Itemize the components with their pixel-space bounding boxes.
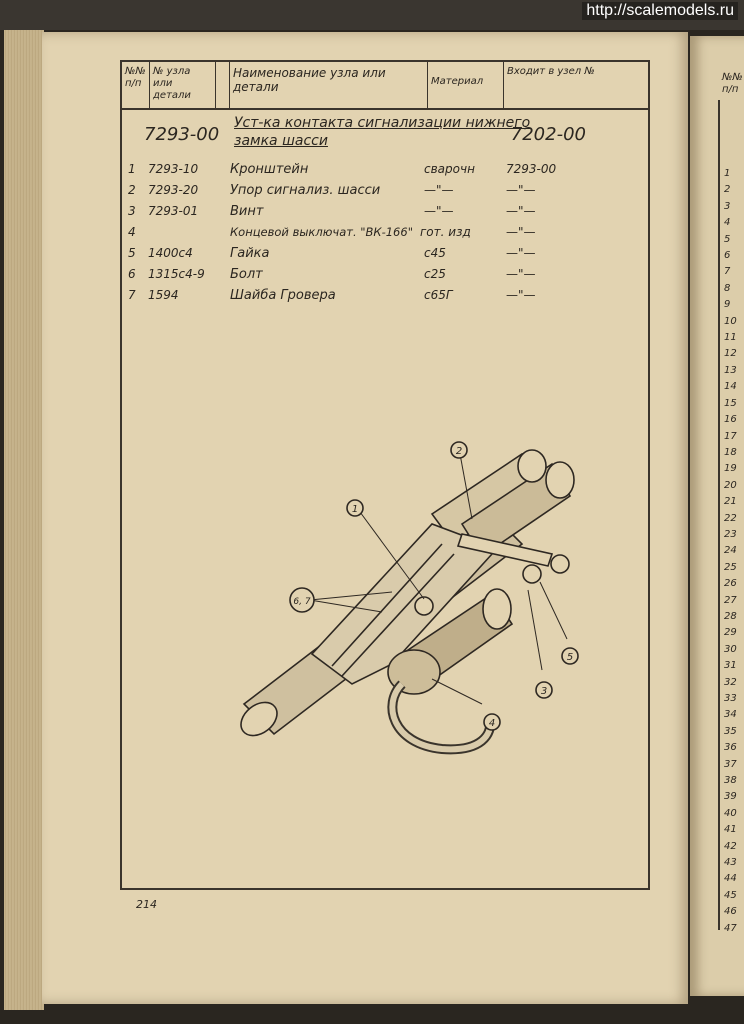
right-page-row-number: 35 [724,725,737,737]
left-page [42,32,688,1004]
right-page-row-number: 40 [724,807,737,819]
right-page-row-number: 29 [724,627,737,639]
right-page-row-number: 11 [724,332,737,344]
right-page-header: №№ п/п [722,72,743,95]
right-page-row-number: 34 [724,709,737,721]
right-page-row-number: 45 [724,889,737,901]
right-page [690,36,744,996]
right-page-row-number: 9 [724,299,731,311]
right-page-row-number: 13 [724,364,737,376]
right-page-row-number: 8 [724,282,731,294]
right-page-row-number: 5 [724,233,731,245]
right-page-row-number: 1 [724,168,731,179]
right-page-row-number: 12 [724,348,737,360]
assembly-title-text: Уст-ка контакта сигнализации нижнего замка шасси [234,115,531,149]
right-page-row-number: 39 [724,791,737,803]
right-page-row-number: 46 [724,906,737,918]
right-page-row-number: 20 [724,479,737,491]
right-page-row-number: 19 [724,463,737,475]
assembly-drawing [192,404,632,764]
right-page-row-number: 42 [724,840,737,852]
right-page-row-number: 38 [724,775,737,787]
right-page-row-number: 27 [724,594,737,606]
list-item: 6 1315с4-9 Болт с25 —"— [128,267,536,282]
right-page-numbers [724,166,737,937]
callout-4: 4 [488,718,496,729]
right-page-row-number: 15 [724,397,737,409]
right-page-row-number: 2 [724,184,731,196]
right-page-row-number: 33 [724,693,737,704]
header-spacer [216,62,230,108]
right-page-row-number: 47 [724,922,737,934]
right-page-row-number: 4 [724,217,731,229]
callout-5: 5 [566,652,574,663]
right-page-row-number: 16 [724,414,737,426]
header-material: Материал [428,62,504,108]
right-page-row-number: 10 [724,315,737,327]
right-page-row-number: 43 [724,857,737,869]
right-page-row-number: 31 [724,660,737,672]
right-page-row-number: 23 [724,528,737,540]
right-page-row-number: 18 [724,446,737,458]
right-page-row-number: 3 [724,200,731,212]
right-page-row-number: 14 [724,381,737,393]
right-page-rule [718,100,720,930]
assembly-title [122,114,648,158]
assembly-number: 7293-00 [144,124,220,145]
right-page-row-number: 32 [724,676,737,688]
callout-6-7: 6, 7 [293,597,311,607]
header-name: Наименование узла или детали [230,62,428,108]
right-page-row-number: 36 [724,742,737,754]
book-page-edges [4,30,44,1010]
parent-assembly-number: 7202-00 [510,124,586,145]
list-item: 4 Концевой выключат. "ВК-166" гот. изд —"— [128,225,536,239]
right-page-row-number: 24 [724,545,737,557]
right-page-row-number: 7 [724,266,731,278]
right-page-row-number: 22 [724,512,737,524]
right-page-row-number: 25 [724,561,737,573]
callout-1: 1 [351,504,359,515]
header-part-number: № узла или детали [150,62,216,108]
watermark[interactable]: http://scalemodels.ru [582,2,738,20]
header-assembly: Входит в узел № [507,66,595,77]
page-number: 214 [136,898,157,911]
table-header [122,62,648,110]
header-number: №№ п/п [122,62,150,108]
right-page-row-number: 17 [724,430,737,442]
right-page-row-number: 41 [724,824,737,836]
list-item: 7 1594 Шайба Гровера с65Г —"— [128,288,536,303]
right-page-row-number: 6 [724,250,731,262]
right-page-row-number: 21 [724,496,737,508]
right-page-row-number: 28 [724,610,737,622]
callout-2: 2 [455,446,463,457]
right-page-row-number: 30 [724,643,737,655]
callout-3: 3 [540,686,548,697]
list-item: 3 7293-01 Винт —"— —"— [128,204,536,219]
right-page-row-number: 44 [724,873,737,885]
list-item: 5 1400с4 Гайка с45 —"— [128,246,536,261]
right-page-row-number: 37 [724,758,737,770]
list-item: 1 7293-10 Кронштейн сварочн 7293-00 [128,162,557,177]
right-page-row-number: 26 [724,578,737,590]
list-item: 2 7293-20 Упор сигнализ. шасси —"— —"— [128,183,536,198]
